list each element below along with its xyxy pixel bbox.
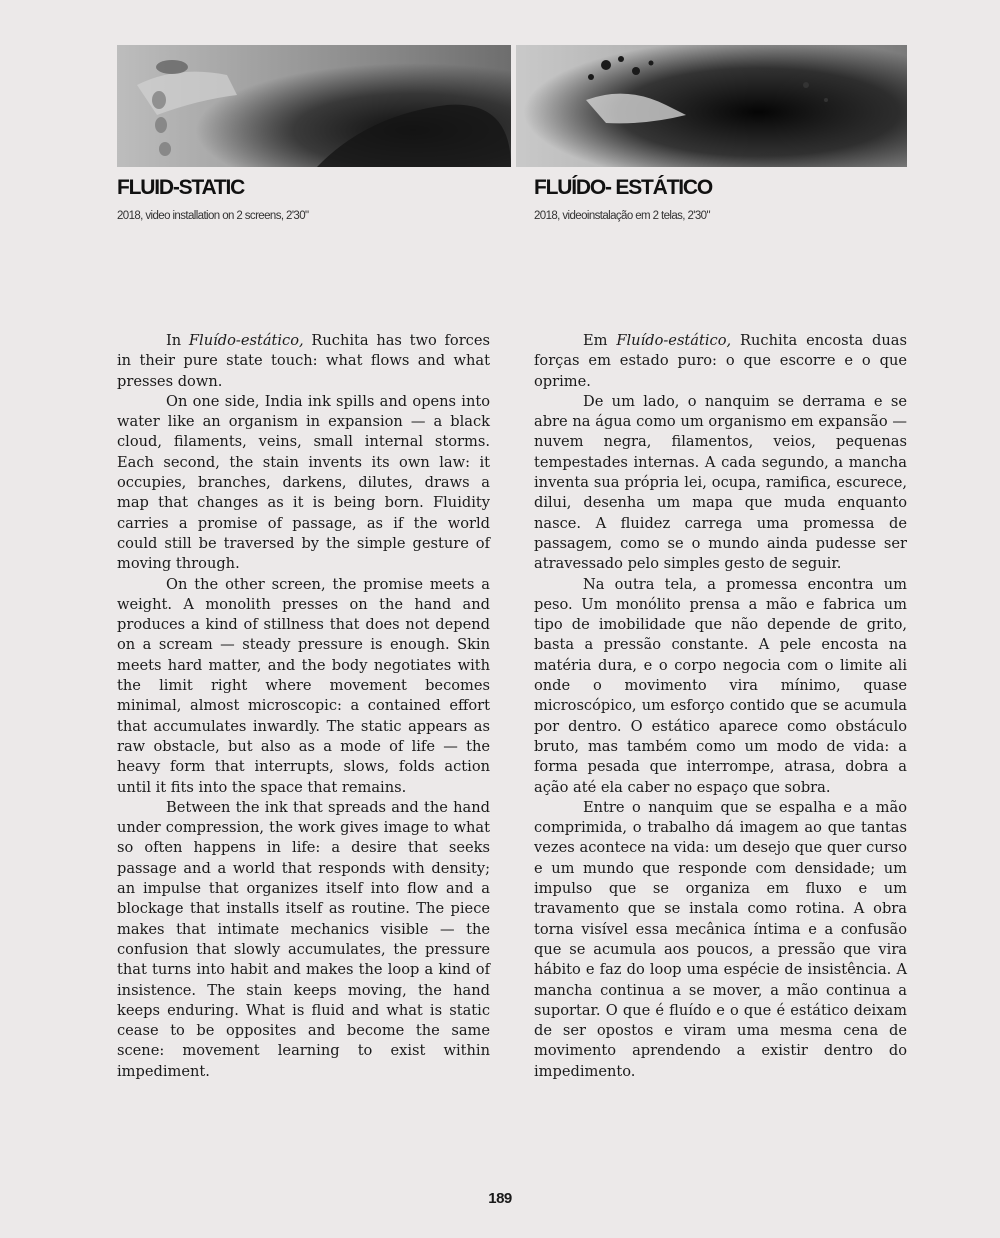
english-paragraph: On one side, India ink spills and opens into water like an organism in expansion — a black cloud, filaments, veins, small internal storms. Each second, the stain invents its own law: it occupies, branches, darkens, dilutes, draws a map that changes as it is being born. Fluidity carries a promise of passage, as if the world could still be traversed by the simple gesture of moving through. xyxy=(117,392,490,573)
portuguese-paragraph: Na outra tela, a promessa encontra um peso. Um monólito prensa a mão e fabrica um tipo de imobilidade que não depende de grito, basta a pressão constante. A pele encosta na matéria dura, e o corpo negocia com o limite ali onde o movimento vira mínimo, quase microscópico, um esforço contido que se acumula por dentro. O estático aparece como obstáculo bruto, mas também como um modo de vida: a forma pesada que interrompe, atrasa, dobra a ação até ela caber no espaço que sobra. xyxy=(534,575,907,796)
portuguese-subtitle: 2018, videoinstalação em 2 telas, 2'30" xyxy=(534,210,710,222)
portuguese-paragraph: Entre o nanquim que se espalha e a mão comprimida, o trabalho dá imagem ao que tantas vezes acontece na vida: um desejo que quer curso e um mundo que responde com densidade; um impulso que se organiza em fluxo e um travamento que se instala como rotina. A obra torna visível essa mecânica íntima e a confusão que se acumula aos poucos, a pressão que vira hábito e faz do loop uma espécie de insistência. A mancha continua a se mover, a mão continua a suportar. O que é fluído e o que é estático deixam de ser opostos e viram uma mesma cena de movimento aprendendo a existir dentro do impedimento. xyxy=(534,798,907,1080)
english-paragraph: On the other screen, the promise meets a weight. A monolith presses on the hand and produces a kind of stillness that does not depend on a scream — steady pressure is enough. Skin meets hard matter, and the body negotiates with the limit right where movement becomes minimal, almost microscopic: a contained effort that accumulates inwardly. The static appears as raw obstacle, but also as a mode of life — the heavy form that interrupts, slows, folds action until it fits into the space that remains. xyxy=(117,575,490,796)
english-subtitle: 2018, video installation on 2 screens, 2'30" xyxy=(117,210,309,222)
english-body xyxy=(117,331,490,1082)
english-paragraph: Between the ink that spreads and the hand under compression, the work gives image to what so often happens in life: a desire that seeks passage and a world that responds with density; an impulse that organizes itself into flow and a blockage that installs itself as routine. The piece makes that intimate mechanics visible — the confusion that slowly accumulates, the pressure that turns into habit and makes the loop a kind of insistence. The stain keeps moving, the hand keeps enduring. What is fluid and what is static cease to be opposites and become the same scene: movement learning to exist within impediment. xyxy=(117,798,490,1080)
video-still-hand-pressed xyxy=(117,45,511,167)
page-number: 189 xyxy=(488,1190,512,1207)
portuguese-body xyxy=(534,331,907,1082)
portuguese-paragraph: De um lado, o nanquim se derrama e se abre na água como um organismo em expansão — nuvem negra, filamentos, veios, pequenas tempestades internas. A cada segundo, a mancha inventa sua própria lei, ocupa, ramifica, escurece, dilui, desenha um mapa que muda enquanto nasce. A fluidez carrega uma promessa de passagem, como se o mundo ainda pudesse ser atravessado pelo simples gesto de seguir. xyxy=(534,392,907,573)
video-still-ink-cloud xyxy=(516,45,907,167)
portuguese-paragraph-intro: Em Fluído-estático, Ruchita encosta duas forças em estado puro: o que escorre e o que oprime. xyxy=(534,332,907,390)
portuguese-title: FLUÍDO- ESTÁTICO xyxy=(534,176,712,199)
english-title: FLUID-STATIC xyxy=(117,176,245,199)
english-paragraph-intro: In Fluído-estático, Ruchita has two forces in their pure state touch: what flows and what presses down. xyxy=(117,332,490,390)
